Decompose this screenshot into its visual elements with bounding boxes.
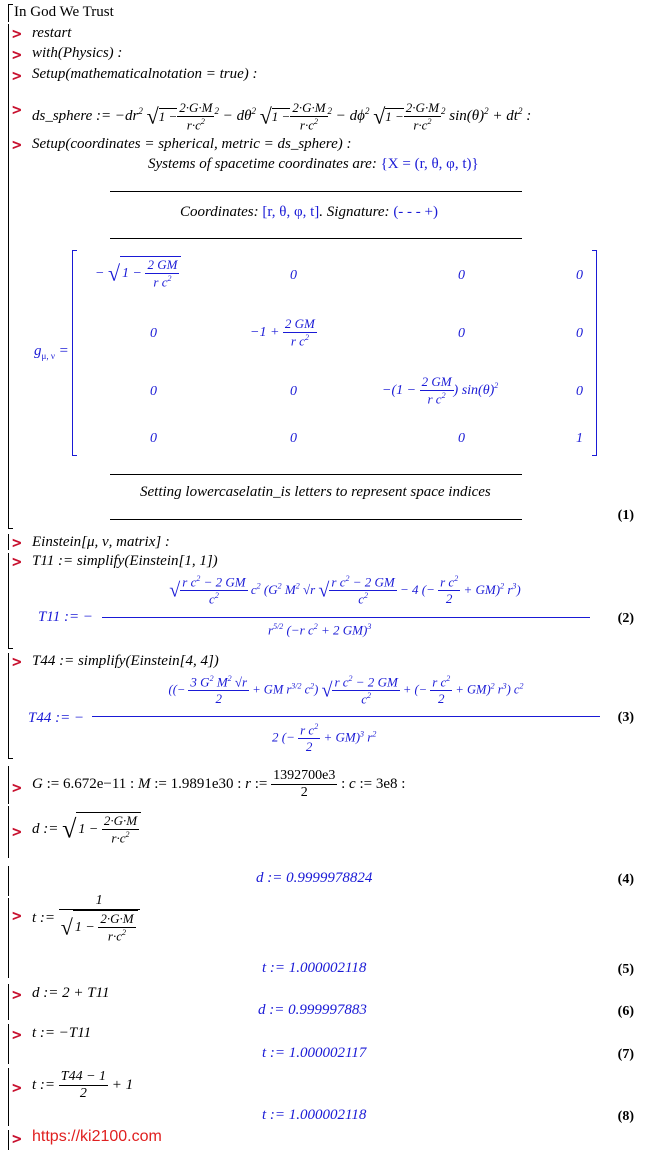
group-bracket [8,553,9,649]
equation-label: (7) [617,1047,634,1062]
matrix-cell-4-1: 0 [150,431,157,446]
prompt-icon: > [12,45,22,64]
input-einstein[interactable]: Einstein[μ, ν, matrix] : [32,534,170,550]
group-bracket [8,1130,9,1150]
input-ds-sphere[interactable]: ds_sphere := $-dr^2$ √1 − $\frac{2\cdot G\cdot M}{r\cdot c^2}$ $^2 - d\theta^2$ √1 − $\frac{2\cdot G\cdot M}{r\cdot c^2}$ $^2 - d\phi^2$ √1 − $\frac{2\cdot G\cdot M}{r\cdot c^2}$ $^2$ $\sin(\theta)^2 + dt^2$ : [32,100,532,133]
input-t44[interactable]: T44 := simplify(Einstein[4, 4]) [32,653,219,669]
matrix-cell-1-3: 0 [458,268,465,283]
group-bracket [8,534,9,550]
group-bracket [8,898,9,978]
ds-sphere-lhs: ds_sphere := [32,108,112,125]
input-constants[interactable]: G := 6.672e−11 : M := 1.9891e30 : r := $\frac{1392700e3}{2}$ : c := 3e8 : [32,768,406,800]
matrix-cell-3-2: 0 [290,384,297,399]
input-d2[interactable]: d := 2 + T11 [32,985,110,1001]
matrix-cell-2-3: 0 [458,326,465,341]
output-systems: Systems of spacetime coordinates are: {X = (r, θ, φ, t)} [148,156,479,172]
equation-label: (4) [617,872,634,887]
output-t11-denominator: $r^{5/2}$ (−r $c^2 + 2$ GM)$^3$ [268,622,372,638]
matrix-cell-2-1: 0 [150,326,157,341]
matrix-cell-2-4: 0 [576,326,583,341]
output-t44-denominator: 2 (− $\frac{r c^2}{2}$ + GM)$^3$ $r^2$ [272,722,377,755]
output-lowercase: Setting lowercaselatin_is letters to represent space indices [140,484,491,500]
divider [110,474,522,475]
input-t1[interactable]: t := 1 √ 1 − $\frac{2\cdot G\cdot M}{r\cdot c^2}$ [32,893,140,944]
matrix-cell-3-3: −(1 − $\frac{2 GM}{r c^2}$ ) $\sin(\theta)^2$ [382,374,499,407]
equation-label: (5) [617,962,634,977]
divider [110,238,522,239]
group-bracket [8,1024,9,1064]
prompt-icon: > [12,1025,22,1044]
output-d2: d := 0.999997883 [258,1002,367,1018]
divider [110,519,522,520]
equation-label: (3) [617,710,634,725]
input-with-physics[interactable]: with(Physics) : [32,45,123,61]
output-t11-numerator: √ $\frac{r c^2 - 2 GM}{c^2}$ $c^2$ ($G^2$ $M^2$ √r √ $\frac{r c^2 - 2 GM}{c^2}$ − 4 (− $\frac{r c^2}{2}$ + GM)$^2$ $r^3$) [169,574,521,607]
matrix-cell-1-1: − √ 1 − $\frac{2 GM}{r c^2}$ [95,256,181,290]
prompt-icon: > [12,985,22,1004]
prompt-icon: > [12,100,22,119]
worksheet-title: In God We Trust [14,4,114,20]
output-t3: t := 1.000002118 [262,1107,367,1123]
equation-label: (1) [617,508,634,523]
metric-label: $g_{\mu, \nu}$ = [34,343,69,361]
equation-label: (2) [617,611,634,626]
output-t44-numerator: ((− $\frac{3 G^2 M^2 √r}{2}$ + GM $r^{3/2}$ $c^2$) √ $\frac{r c^2 - 2 GM}{c^2}$ + (− $\frac{r c^2}{2}$ + GM)$^2$ $r^3$) $c^2$ [168,674,524,707]
group-bracket [8,984,9,1020]
prompt-icon: > [12,906,22,925]
output-d1: d := 0.9999978824 [256,870,373,886]
group-bracket [8,806,9,858]
prompt-icon: > [12,652,22,671]
group-bracket [8,653,9,759]
matrix-cell-4-2: 0 [290,431,297,446]
fraction-bar [102,617,590,618]
output-t44-lhs: T44 := − [28,710,85,726]
fraction-bar [92,716,600,717]
matrix-cell-4-3: 0 [458,431,465,446]
matrix-left-bracket [72,250,77,456]
input-t3[interactable]: t := $\frac{T44 - 1}{2}$ + 1 [32,1069,134,1101]
group-bracket [8,1068,9,1126]
matrix-cell-2-2: −1 + $\frac{2 GM}{r c^2}$ [250,316,315,349]
prompt-icon: > [12,552,22,571]
prompt-icon: > [12,778,22,797]
input-d1[interactable]: d := √ 1 − $\frac{2\cdot G\cdot M}{r\cdot c^2}$ [32,812,141,846]
prompt-icon: > [12,1078,22,1097]
output-t1: t := 1.000002118 [262,960,367,976]
group-bracket [8,24,9,529]
divider [110,191,522,192]
prompt-icon: > [12,1129,22,1148]
matrix-cell-3-4: 0 [576,384,583,399]
matrix-cell-3-1: 0 [150,384,157,399]
input-restart[interactable]: restart [32,25,72,41]
group-bracket [8,766,9,804]
matrix-cell-4-4: 1 [576,431,583,446]
output-t2: t := 1.000002117 [262,1045,367,1061]
group-bracket [8,866,9,896]
prompt-icon: > [12,135,22,154]
prompt-icon: > [12,822,22,841]
output-coordinates: Coordinates: [r, θ, φ, t]. Signature: (- - - +) [180,204,438,220]
prompt-icon: > [12,533,22,552]
equation-label: (8) [617,1109,634,1124]
section-bracket [8,4,9,22]
equation-label: (6) [617,1004,634,1019]
prompt-icon: > [12,66,22,85]
output-t11-lhs: T11 := − [38,609,93,625]
matrix-cell-1-4: 0 [576,268,583,283]
matrix-right-bracket [592,250,597,456]
input-setup-notation[interactable]: Setup(mathematicalnotation = true) : [32,66,258,82]
footer-link[interactable]: https://ki2100.com [32,1128,162,1145]
matrix-cell-1-2: 0 [290,268,297,283]
input-t11[interactable]: T11 := simplify(Einstein[1, 1]) [32,553,218,569]
input-setup-coordinates[interactable]: Setup(coordinates = spherical, metric = ds_sphere) : [32,136,352,152]
prompt-icon: > [12,24,22,43]
input-t2[interactable]: t := −T11 [32,1025,92,1041]
